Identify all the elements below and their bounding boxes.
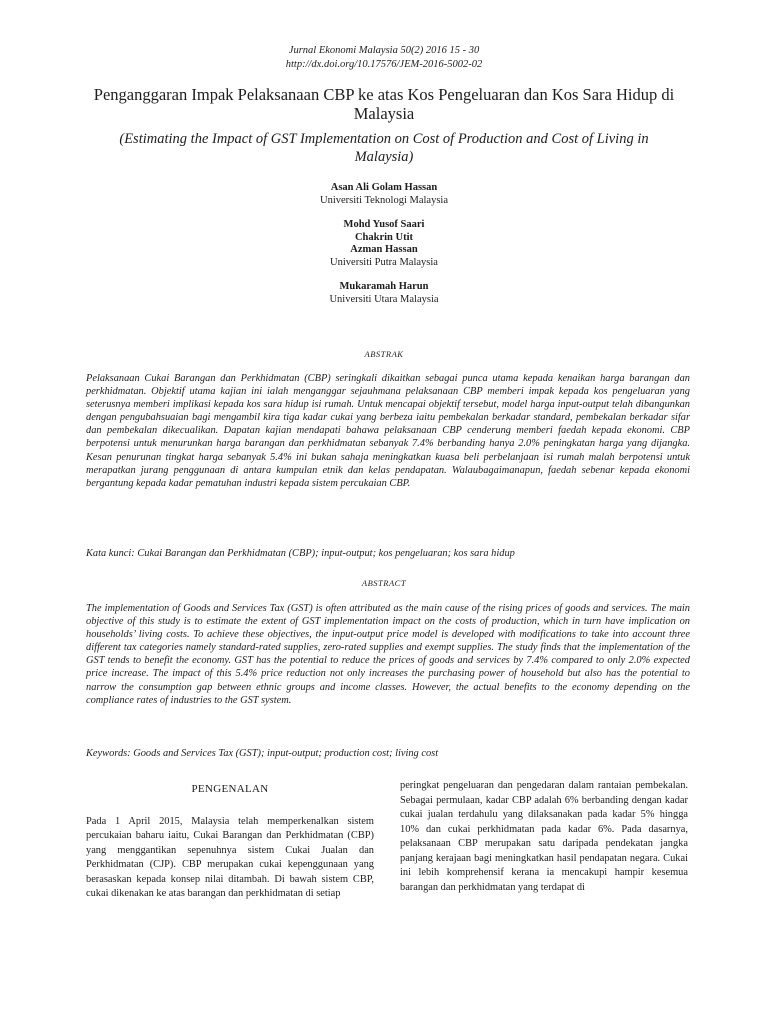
journal-header (0, 44, 768, 72)
body-column-right (400, 779, 688, 895)
body-column-left (86, 782, 374, 902)
body-paragraph: peringkat pengeluaran dan pengedaran dalam rantaian pembekalan. Sebagai permulaan, kadar CBP adalah 6% berbanding dengan kadar cukai jualan terdahulu yang dilaksanakan pada kadar 5% hingga 10% dan cukai perkhidmatan pada kadar 6%. Pada dasarnya, pelaksanaan CBP merupakan satu daripada pendekatan jangka panjang kerajaan bagi meningkatkan hasil pendapatan negara. Cukai ini lebih komprehensif kerana ia mencakupi hampir kesemua barangan dan perkhidmatan yang terdapat di (400, 780, 688, 893)
author-group-2 (0, 219, 768, 269)
author-name: Mohd Yusof Saari (343, 219, 425, 230)
author-group-3 (0, 281, 768, 306)
author-affiliation: Universiti Utara Malaysia (329, 293, 439, 305)
abstrak-keywords: Kata kunci: Cukai Barangan dan Perkhidmatan (CBP); input-output; kos pengeluaran; kos sara hidup (86, 548, 515, 559)
body-paragraph: Pada 1 April 2015, Malaysia telah memperkenalkan sistem percukaian baharu iaitu, Cukai Barangan dan Perkhidmatan (CBP) yang menggantikan sepenuhnya sistem Cukai Jualan dan Perkhidmatan (CJP). CBP merupakan cukai kepenggunaan yang berasaskan kepada konsep nilai ditambah. Di bawah sistem CBP, cukai dikenakan ke atas barangan dan perkhidmatan di setiap (86, 815, 374, 899)
title-english: (Estimating the Impact of GST Implementation on Cost of Production and Cost of Living in Malaysia) (119, 131, 649, 165)
doi-link[interactable]: http://dx.doi.org/10.17576/JEM-2016-5002-02 (285, 59, 483, 70)
author-list (0, 182, 768, 318)
abstrak-heading: ABSTRAK (364, 349, 404, 359)
journal-citation: Jurnal Ekonomi Malaysia 50(2) 2016 15 - 30 (288, 45, 480, 56)
author-affiliation: Universiti Teknologi Malaysia (320, 194, 448, 206)
author-name: Azman Hassan (350, 244, 418, 255)
author-name: Asan Ali Golam Hassan (330, 182, 438, 193)
abstract-heading: ABSTRACT (361, 578, 407, 588)
author-name: Mukaramah Harun (339, 281, 429, 292)
abstrak-body: Pelaksanaan Cukai Barangan dan Perkhidmatan (CBP) seringkali dikaitkan sebagai punca utama kepada kenaikan harga barangan dan perkhidmatan. Objektif utama kajian ini ialah menganggar sejauhmana pelaksanaan CBP memberi impak kepada kos pengeluaran yang seterusnya memberi implikasi kepada kos sara hidup isi rumah. Untuk mencapai objektif tersebut, model harga input-output telah dibangunkan dengan pengubahsuaian bagi mengambil kira tiga kadar cukai yang berbeza iaitu pembekalan berkadar standard, pembekalan berkadar sifar dan pembekalan dikecualikan. Dapatan kajian mendapati bahawa pelaksanaan CBP cenderung memberi faedah kepada ekonomi. CBP berpotensi untuk menurunkan harga barangan dan perkhidmatan sebanyak 7.4% berbanding hanya 2.0% peningkatan harga yang dijangka. Kesan penurunan tingkat harga sebanyak 5.4% ini bukan sahaja meningkatkan kuasa beli perbelanjaan isi rumah malah berpotensi untuk merapatkan jurang penggunaan di antara kumpulan etnik dan kelas pendapatan. Walaubagaimanapun, faedah sebenar kepada ekonomi bergantung kepada kadar pematuhan industri kepada sistem percukaian CBP. (86, 373, 690, 489)
author-affiliation: Universiti Putra Malaysia (330, 256, 438, 268)
author-group-1 (0, 182, 768, 207)
author-name: Chakrin Utit (354, 231, 414, 243)
abstract-keywords: Keywords: Goods and Services Tax (GST); input-output; production cost; living cost (86, 748, 439, 759)
abstract-body: The implementation of Goods and Services Tax (GST) is often attributed as the main cause of the rising prices of goods and services. The main objective of this study is to estimate the extent of GST implementation impact on the costs of production, which in turn have implication on households’ living costs. To achieve these objectives, the input-output price model is developed with modifications to take into account three different tax categories namely standard-rated supplies, zero-rated supplies and exempt supplies. The study finds that the implementation of the GST tends to benefit the economy. GST has the potential to reduce the prices of goods and services by 7.4% compared to only 2.0% expected price increase. The impact of this 5.4% price reduction not only increases the purchasing power of household but also has the potential to narrow the consumption gap between ethnic groups and income classes. However, the actual benefits to the economy depending on the compliance rates of industries to the GST system. (86, 603, 690, 706)
title-malay: Penganggaran Impak Pelaksanaan CBP ke atas Kos Pengeluaran dan Kos Sara Hidup di Malaysia (93, 85, 675, 123)
section-heading-pengenalan: PENGENALAN (191, 783, 269, 795)
